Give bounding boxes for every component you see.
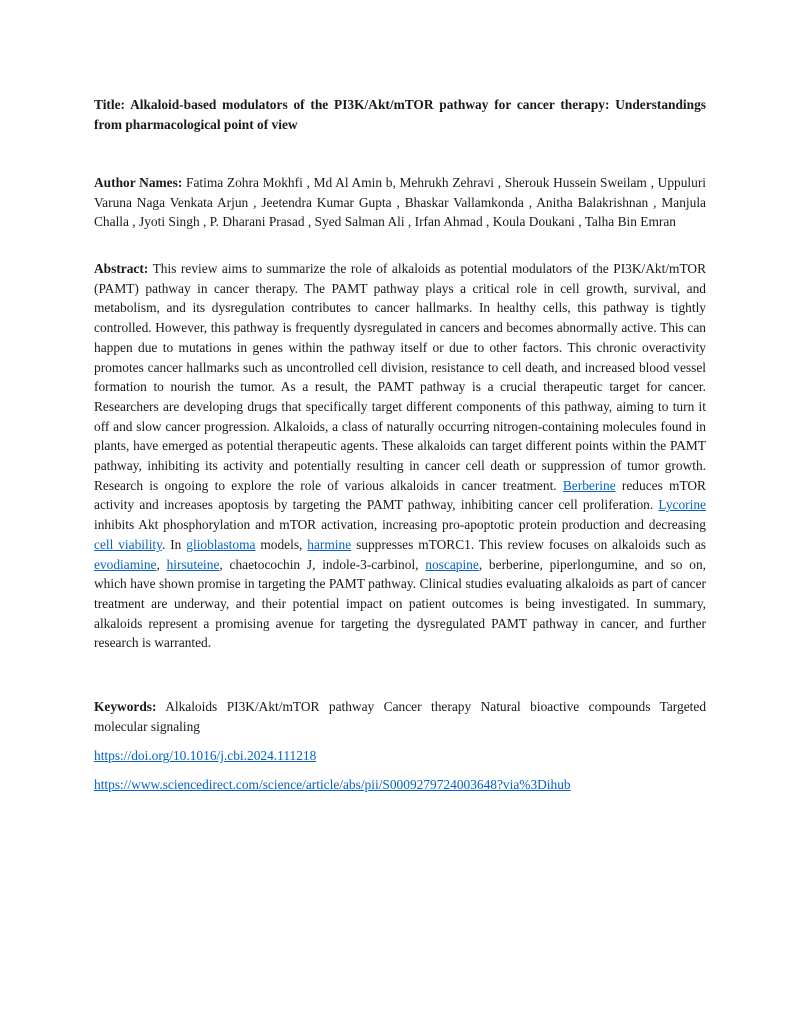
- link-hirsuteine[interactable]: hirsuteine: [166, 556, 220, 572]
- link-berberine[interactable]: Berberine: [562, 477, 616, 493]
- title-label: Title:: [94, 97, 125, 112]
- link-harmine[interactable]: harmine: [307, 536, 352, 552]
- abstract-text-5: models,: [255, 536, 308, 552]
- link-evodiamine[interactable]: evodiamine: [94, 556, 157, 572]
- authors-text: Fatima Zohra Mokhfi , Md Al Amin b, Mehrukh Zehravi , Sherouk Hussein Sweilam , Uppuluri Varuna Naga Venkata Arjun , Jeetendra Kumar Gupta , Bhaskar Vallamkonda , Anitha Balakrishnan , Manjula Challa , Jyoti Singh , P. Dharani Prasad , Syed Salman Ali , Irfan Ahmad , Koula Doukani , Talha Bin Emran: [94, 175, 706, 230]
- abstract-label: Abstract:: [94, 261, 149, 276]
- abstract-text-1: This review aims to summarize the role of alkaloids as potential modulators of the PI3K/Akt/mTOR (PAMT) pathway in cancer therapy. The PAMT pathway plays a critical role in cell growth, survival, and metabolism, and its dysregulation contributes to cancer hallmarks. In healthy cells, this pathway is tightly controlled. However, this pathway is frequently dysregulated in cancers and becomes abnormally active. This can happen due to mutations in genes within the pathway itself or due to other factors. This chronic overactivity promotes cancer hallmarks such as uncontrolled cell division, resistance to cell death, and increased blood vessel formation to nourish the tumor. As a result, the PAMT pathway is a crucial therapeutic target for cancer. Researchers are developing drugs that specifically target different components of this pathway, aiming to turn it off and slow cancer progression. Alkaloids, a class of naturally occurring nitrogen-containing molecules found in plants, have emerged as potential therapeutic agents. These alkaloids can target different points within the PAMT pathway, inhibiting its activity and potentially resulting in cancer cell death or suppression of tumor growth. Research is ongoing to explore the role of various alkaloids in cancer treatment.: [94, 261, 706, 493]
- link-noscapine[interactable]: noscapine: [425, 556, 479, 572]
- link-cell-viability[interactable]: cell viability: [94, 536, 162, 552]
- abstract: [94, 259, 706, 653]
- link-glioblastoma[interactable]: glioblastoma: [186, 536, 256, 552]
- title-text: Alkaloid-based modulators of the PI3K/Akt/mTOR pathway for cancer therapy: Understandings from pharmacological point of view: [94, 97, 706, 132]
- abstract-text-2: reduces mTOR activity and increases apoptosis by targeting the PAMT pathway, inhibiting cancer cell proliferation.: [94, 477, 706, 513]
- abstract-text-7: ,: [156, 556, 167, 572]
- keywords-text: Alkaloids PI3K/Akt/mTOR pathway Cancer therapy Natural bioactive compounds Targeted molecular signaling: [94, 699, 707, 734]
- authors-label: Author Names:: [94, 175, 183, 190]
- link-lycorine[interactable]: Lycorine: [658, 497, 706, 513]
- abstract-text-9: , berberine, piperlongumine, and so on, which have shown promise in targeting the PAMT pathway. Clinical studies evaluating alkaloids as part of cancer treatment are underway, and their potential impact on patient outcomes is being investigated. In summary, alkaloids represent a promising avenue for targeting the dysregulated PAMT pathway in cancer, and further research is warranted.: [94, 556, 706, 651]
- paper-title: [94, 95, 706, 134]
- abstract-text-3: inhibits Akt phosphorylation and mTOR activation, increasing pro-apoptotic protein production and decreasing: [94, 517, 706, 533]
- abstract-text-8: , chaetocochin J, indole-3-carbinol,: [219, 556, 426, 572]
- keywords-label: Keywords:: [94, 699, 157, 714]
- author-names: [94, 173, 706, 232]
- sciencedirect-link-row: [94, 775, 571, 795]
- doi-link[interactable]: https://doi.org/10.1016/j.cbi.2024.111218: [94, 748, 317, 763]
- abstract-text-6: suppresses mTORC1. This review focuses on alkaloids such as: [351, 536, 706, 552]
- abstract-text-4: . In: [161, 536, 187, 552]
- sciencedirect-link[interactable]: https://www.sciencedirect.com/science/article/abs/pii/S0009279724003648?via%3Dihub: [94, 777, 571, 792]
- doi-link-row: [94, 746, 316, 766]
- keywords: [94, 697, 706, 736]
